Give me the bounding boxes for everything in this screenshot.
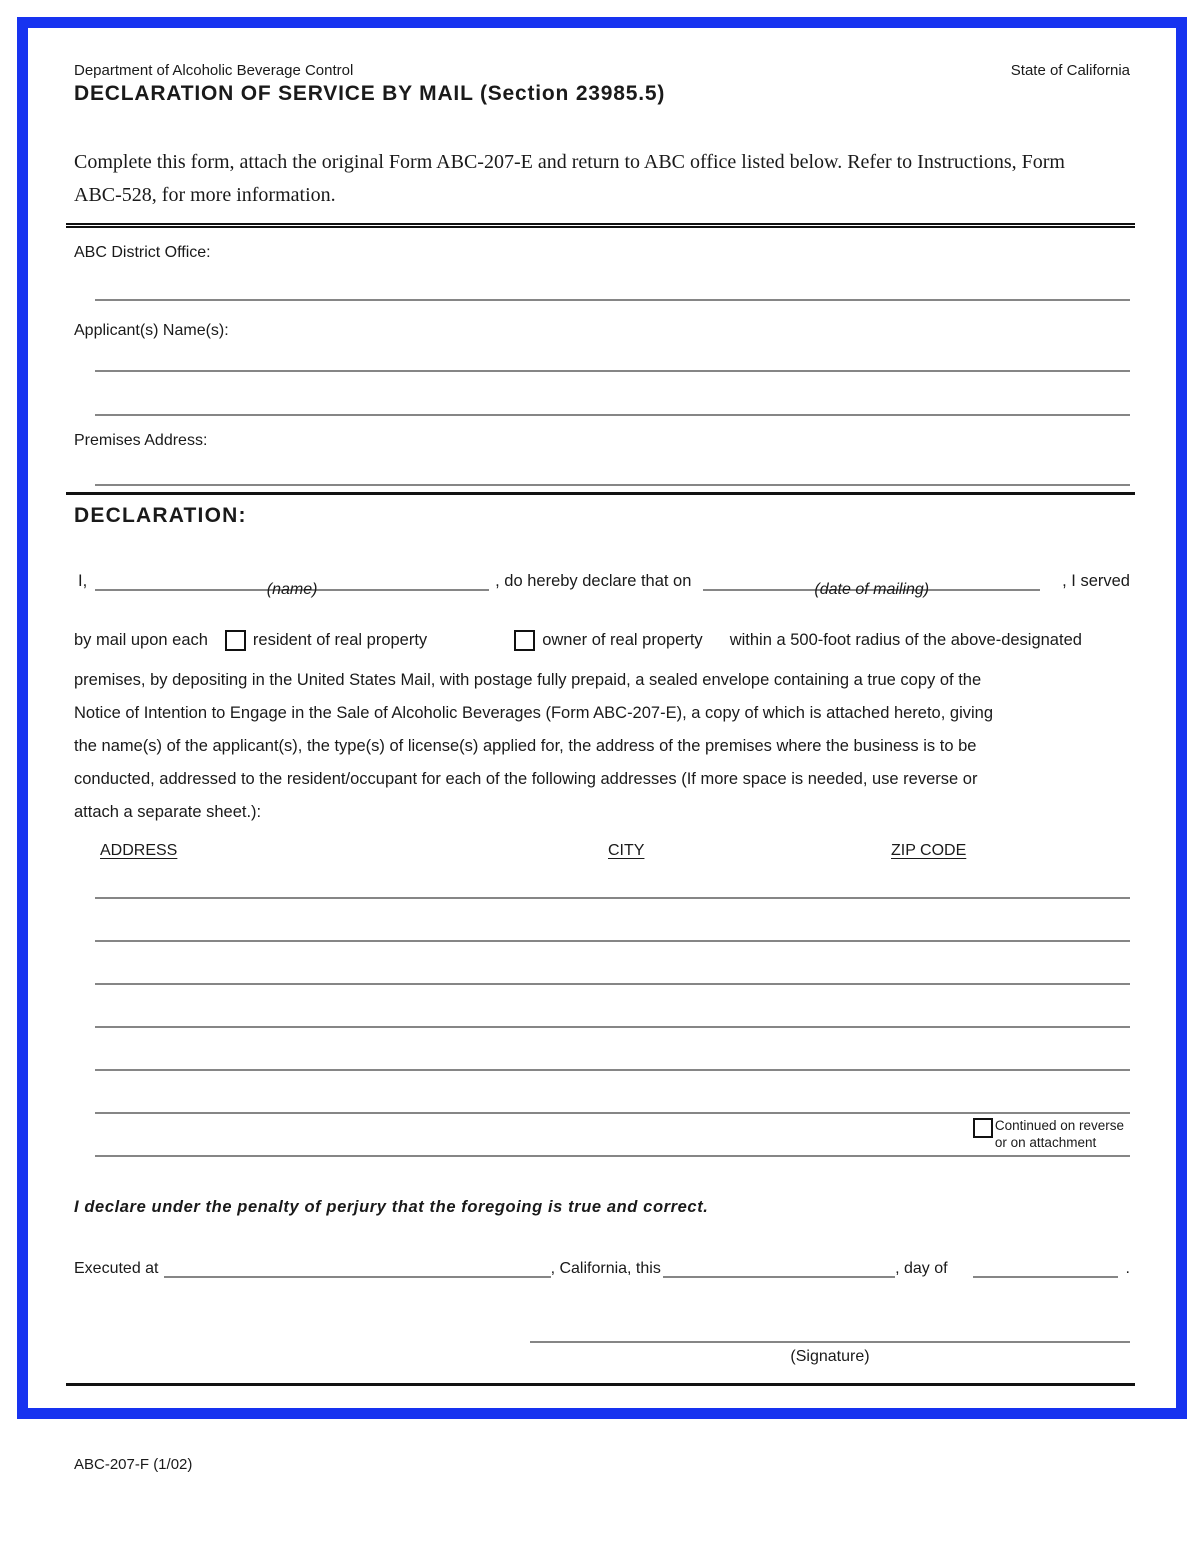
declaration-body-line: Notice of Intention to Engage in the Sale of Alcoholic Beverages (Form ABC-207-E), a copy of which is attached hereto, giving (74, 704, 994, 722)
service-type-suffix: within a 500-foot radius of the above-designated (729, 631, 1082, 649)
address-row-line[interactable] (95, 1026, 1130, 1028)
city-column-header: CITY (608, 842, 645, 859)
declaration-body (74, 664, 1130, 829)
declaration-opening-line (74, 572, 1130, 598)
bottom-divider-thick (66, 1383, 1135, 1386)
signature-field[interactable] (530, 1341, 1130, 1343)
form-page (17, 17, 1187, 1473)
declarant-name-field[interactable] (95, 577, 489, 598)
premises-address-field[interactable] (95, 484, 1130, 486)
department-name: Department of Alcoholic Beverage Control (74, 62, 354, 79)
perjury-statement: I declare under the penalty of perjury that the foregoing is true and correct. (74, 1198, 709, 1216)
sentence-period: . (1125, 1260, 1130, 1277)
district-office-field[interactable] (95, 299, 1130, 301)
applicants-name-field-line2[interactable] (95, 414, 1130, 416)
declaration-body-line: premises, by depositing in the United States Mail, with postage fully prepaid, a sealed envelope containing a true copy of the (74, 671, 982, 689)
mailing-date-field[interactable] (703, 577, 1040, 598)
declaration-suffix-text: , I served (1062, 572, 1130, 590)
declaration-middle-text: , do hereby declare that on (495, 572, 692, 590)
address-column-header: ADDRESS (100, 842, 178, 859)
execution-day-field[interactable] (973, 1266, 1118, 1278)
address-table-rows (74, 897, 1130, 1157)
resident-checkbox-label: resident of real property (252, 631, 428, 649)
address-row-line[interactable] (95, 897, 1130, 899)
address-row-line[interactable] (95, 983, 1130, 985)
declaration-heading: DECLARATION: (74, 504, 247, 527)
continued-on-reverse-checkbox[interactable] (973, 1118, 993, 1138)
california-this-label: , California, this (550, 1260, 661, 1277)
address-row-line[interactable] (95, 1155, 1130, 1157)
address-row-line[interactable] (95, 940, 1130, 942)
name-caption: (name) (266, 581, 318, 598)
signature-caption: (Signature) (790, 1348, 870, 1365)
section-divider-thick (66, 492, 1135, 495)
form-header (74, 62, 1130, 79)
applicants-name-field-line1[interactable] (95, 370, 1130, 372)
address-row-line[interactable] (95, 1112, 1130, 1114)
address-row-line[interactable] (95, 1069, 1130, 1071)
form-number: ABC-207-F (1/02) (74, 1456, 193, 1473)
owner-checkbox-label: owner of real property (542, 631, 703, 649)
resident-checkbox[interactable] (225, 630, 246, 651)
state-name: State of California (1010, 62, 1130, 79)
executed-at-label: Executed at (74, 1260, 159, 1277)
execution-date-field[interactable] (663, 1266, 895, 1278)
declaration-body-line: conducted, addressed to the resident/occupant for each of the following addresses (If more space is needed, use reverse or (74, 770, 978, 788)
day-of-label: , day of (895, 1260, 948, 1277)
declaration-prefix: I, (78, 572, 88, 590)
declaration-body-line: the name(s) of the applicant(s), the type(s) of license(s) applied for, the address of the premises where the business is to be (74, 737, 977, 755)
form-title: DECLARATION OF SERVICE BY MAIL (Section 23985.5) (74, 82, 666, 105)
execution-place-field[interactable] (164, 1266, 551, 1278)
service-type-prefix: by mail upon each (74, 631, 208, 649)
execution-line (74, 1260, 1130, 1278)
intro-instructions: Complete this form, attach the original Form ABC-207-E and return to ABC office listed below. Refer to Instructions, Form ABC-528, for more information. (74, 151, 1065, 206)
signature-block (530, 1341, 1130, 1366)
continued-on-reverse-group (973, 1117, 1124, 1151)
form-content (28, 28, 1176, 1473)
owner-checkbox[interactable] (514, 630, 535, 651)
service-type-row (74, 630, 1130, 651)
date-of-mailing-caption: (date of mailing) (814, 581, 930, 598)
address-table-header (74, 842, 1130, 862)
applicants-name-label: Applicant(s) Name(s): (74, 322, 229, 339)
section-divider-double (66, 223, 1135, 228)
premises-address-label: Premises Address: (74, 432, 208, 449)
district-office-label: ABC District Office: (74, 244, 211, 261)
continued-on-reverse-label: Continued on reverse or on attachment (994, 1118, 1124, 1150)
declaration-body-line: attach a separate sheet.): (74, 803, 262, 821)
zip-code-column-header: ZIP CODE (891, 842, 967, 859)
